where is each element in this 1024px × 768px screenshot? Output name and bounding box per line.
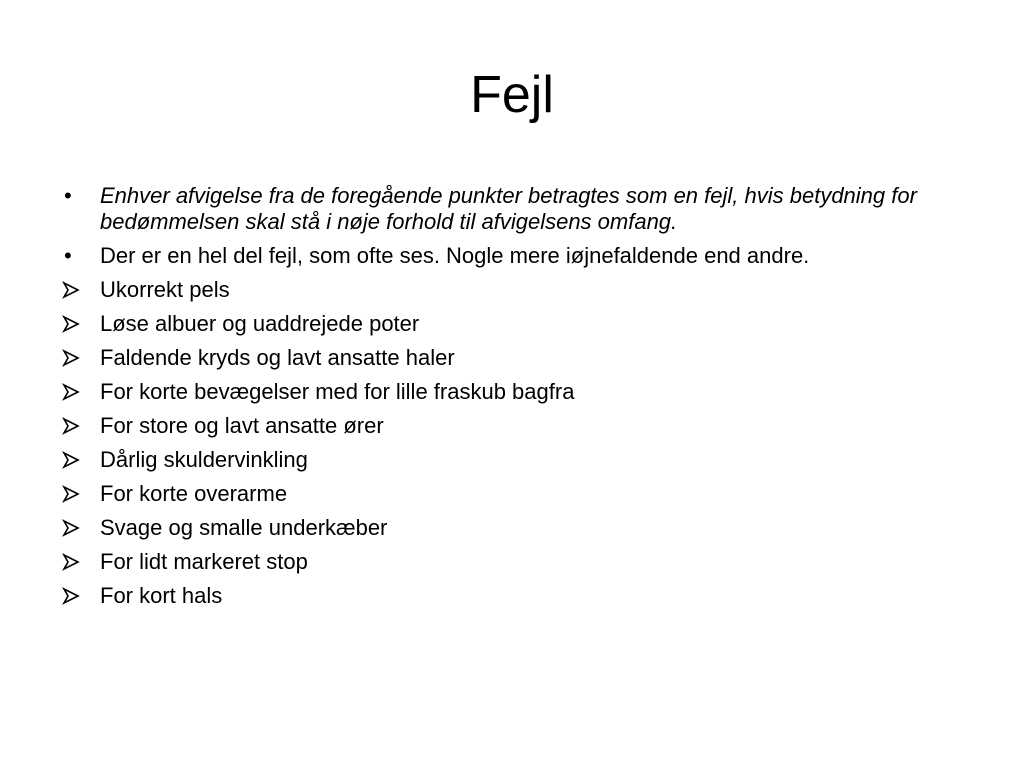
bullet-item — [62, 515, 962, 541]
arrow-bullet-icon — [62, 345, 90, 371]
arrow-bullet-icon — [62, 277, 90, 303]
arrow-bullet-icon — [62, 413, 90, 439]
bullet-item — [62, 583, 962, 609]
bullet-dot-icon: • — [64, 183, 72, 208]
bullet-item — [62, 549, 962, 575]
bullet-text: Der er en hel del fejl, som ofte ses. Nogle mere iøjnefaldende end andre. — [100, 243, 810, 268]
bullet-text: For store og lavt ansatte ører — [100, 413, 384, 438]
arrow-bullet-icon — [62, 549, 90, 575]
bullet-item — [62, 447, 962, 473]
bullet-item — [62, 481, 962, 507]
bullet-item — [62, 345, 962, 371]
arrow-bullet-icon — [62, 583, 90, 609]
bullet-text: For kort hals — [100, 583, 223, 608]
bullet-item — [62, 413, 962, 439]
bullet-list — [62, 183, 962, 617]
bullet-text: Enhver afvigelse fra de foregående punkter betragtes som en fejl, hvis betydning for bedømmelsen skal stå i nøje forhold til afvigelsens omfang. — [100, 183, 917, 234]
bullet-item — [62, 243, 962, 269]
arrow-bullet-icon — [62, 379, 90, 405]
bullet-text: Svage og smalle underkæber — [100, 515, 388, 540]
bullet-text: Ukorrekt pels — [100, 277, 230, 302]
bullet-text: Løse albuer og uaddrejede poter — [100, 311, 420, 336]
arrow-bullet-icon — [62, 311, 90, 337]
bullet-item — [62, 311, 962, 337]
bullet-text: For korte bevægelser med for lille fraskub bagfra — [100, 379, 575, 404]
arrow-bullet-icon — [62, 447, 90, 473]
bullet-dot-icon: • — [64, 243, 72, 268]
bullet-item — [62, 277, 962, 303]
bullet-text: Faldende kryds og lavt ansatte haler — [100, 345, 455, 370]
bullet-text: For lidt markeret stop — [100, 549, 308, 574]
arrow-bullet-icon — [62, 481, 90, 507]
bullet-item — [62, 379, 962, 405]
slide-title: Fejl — [470, 66, 554, 124]
arrow-bullet-icon — [62, 515, 90, 541]
bullet-text: For korte overarme — [100, 481, 288, 506]
bullet-item — [62, 183, 962, 235]
bullet-text: Dårlig skuldervinkling — [100, 447, 308, 472]
